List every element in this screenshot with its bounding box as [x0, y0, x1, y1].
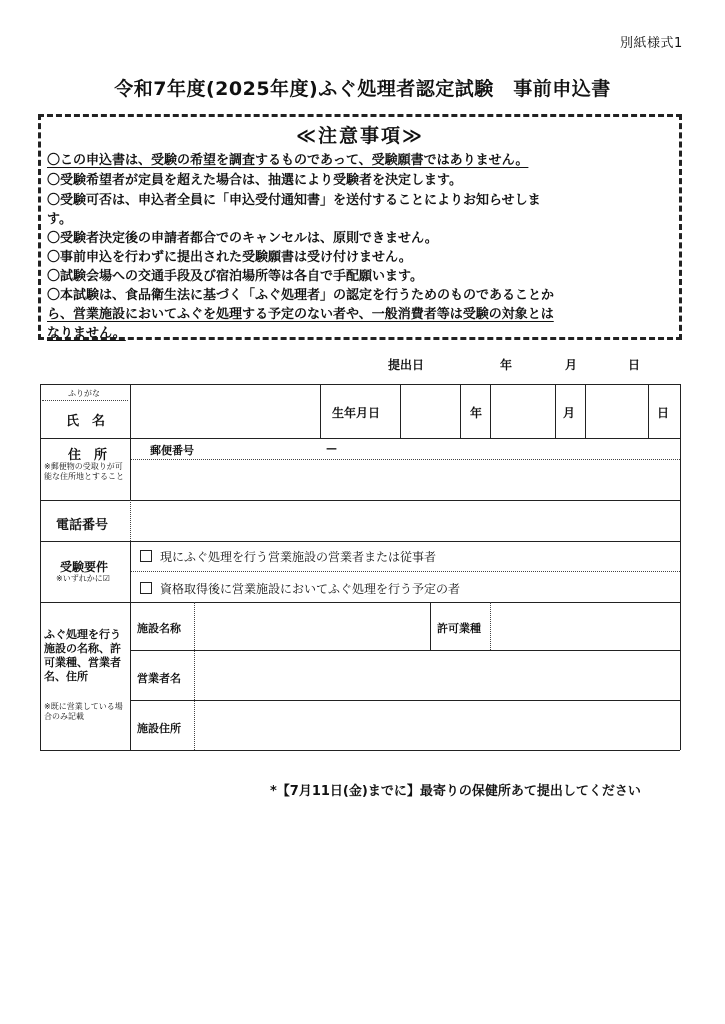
notice-item: 〇受験者決定後の申請者都合でのキャンセルは、原則できません。	[47, 231, 438, 246]
requirement-note: ※いずれかに☑	[56, 574, 110, 583]
birth-year-label: 年	[470, 406, 483, 420]
requirement-option-future-operator[interactable]: 資格取得後に営業施設においてふぐ処理を行う予定の者	[140, 580, 460, 597]
notice-item: 〇受験希望者が定員を超えた場合は、抽選により受験者を決定します。	[47, 173, 462, 188]
address-note: ※郵便物の受取りが可能な住所地とすること	[44, 462, 124, 481]
facility-note: ※既に営業している場合のみ記載	[44, 702, 123, 721]
checkbox-icon[interactable]	[140, 582, 152, 594]
checkbox-icon[interactable]	[140, 550, 152, 562]
notice-item: 〇本試験は、食品衛生法に基づく「ふぐ処理者」の認定を行うためのものであることか	[47, 288, 555, 303]
submission-year-label: 年	[500, 358, 513, 372]
phone-label: 電話番号	[56, 518, 109, 533]
notice-item: ら、営業施設においてふぐを処理する予定のない者や、一般消費者等は受験の対象とは	[47, 307, 554, 322]
license-type-label: 許可業種	[437, 622, 481, 635]
facility-address-label: 施設住所	[137, 722, 181, 735]
address-input[interactable]	[132, 462, 678, 498]
birth-month-label: 月	[563, 406, 576, 420]
requirement-label: 受験要件	[60, 560, 109, 574]
submission-day-label: 日	[628, 358, 641, 372]
notice-item: 〇試験会場への交通手段及び宿泊場所等は各自で手配願います。	[47, 269, 423, 284]
notice-item: 〇事前申込を行わずに提出された受験願書は受け付けません。	[47, 250, 412, 265]
address-label: 住 所	[68, 448, 108, 463]
submission-month-label: 月	[565, 358, 578, 372]
notice-item: す。	[47, 212, 72, 227]
birth-day-label: 日	[657, 406, 670, 420]
submission-date-label: 提出日	[388, 358, 425, 372]
name-label: 氏 名	[66, 414, 106, 429]
notice-item: 〇この申込書は、受験の希望を調査するものであって、受験願書ではありません。	[47, 153, 529, 168]
notice-item: なりません。	[47, 326, 126, 341]
facility-name-label: 施設名称	[137, 622, 181, 635]
birthdate-label: 生年月日	[332, 406, 381, 420]
furigana-label: ふりがな	[68, 389, 100, 398]
notice-item: 〇受験可否は、申込者全員に「申込受付通知書」を送付することによりお知らせしま	[47, 193, 541, 208]
postal-code-label: 郵便番号	[150, 444, 194, 457]
form-id: 別紙様式1	[620, 36, 683, 51]
requirement-option-current-operator[interactable]: 現にふぐ処理を行う営業施設の営業者または従事者	[140, 548, 436, 565]
postal-dash: —	[326, 442, 337, 455]
operator-name-label: 営業者名	[137, 672, 181, 685]
footer-note: *【7月11日(金)までに】最寄りの保健所あて提出してください	[270, 784, 641, 799]
document-title: 令和7年度(2025年度)ふぐ処理者認定試験 事前申込書	[114, 78, 611, 100]
phone-input[interactable]	[132, 502, 678, 539]
facility-section-label: ふぐ処理を行う施設の名称、許可業種、営業者名、住所	[44, 628, 121, 683]
notice-box	[38, 114, 682, 340]
notice-heading: ≪注意事項≫	[296, 125, 424, 147]
